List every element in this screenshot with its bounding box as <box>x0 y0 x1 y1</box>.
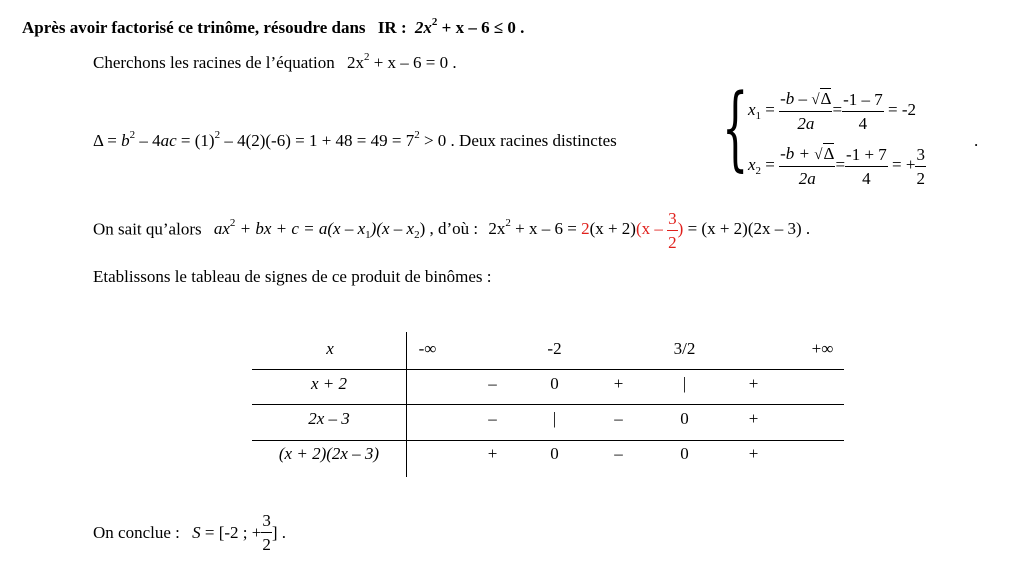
root-x2: $x_2$ = $\frac{-b + √\Delta}{2a}$ = $\frac{-1 + 7}{4}$ = + $\frac{3}{2}$ <box>748 144 925 188</box>
conclusion-end: ] . <box>271 523 287 542</box>
conclusion-den: 2 <box>262 535 271 554</box>
row2-c1: – <box>488 409 497 428</box>
x1-sub: 1 <box>755 109 762 122</box>
delta-eq2-exp: 2 <box>414 129 420 141</box>
delta-eq1-exp: 2 <box>214 129 221 141</box>
x1-num-sqrt: Δ <box>820 89 832 108</box>
conclusion-line <box>93 512 286 553</box>
title-inequality <box>415 18 525 37</box>
roots-trailing-dot: . <box>974 131 979 150</box>
x1-num-b: -b – <box>780 89 812 108</box>
x2-res-den: 2 <box>916 168 925 188</box>
header-plus-inf: +∞ <box>811 339 834 358</box>
spec-a: 2x <box>488 219 506 239</box>
row3-label: (x + 2)(2x – 3) <box>278 444 380 463</box>
gen-a: ax <box>213 219 230 239</box>
header-root-2: 3/2 <box>673 339 696 358</box>
row2-c4: 0 <box>680 409 689 428</box>
solution-set-symbol: S <box>192 523 201 542</box>
x2-num2: -1 + 7 <box>845 146 888 167</box>
roots-intro-text: Cherchons les racines de l’équation <box>93 53 335 72</box>
x1-result: = -2 <box>883 99 916 119</box>
ineq-rest: + x – 6 ≤ 0 . <box>437 18 525 37</box>
x1-numeric-fraction <box>842 91 884 132</box>
delta-ac: ac <box>160 131 177 150</box>
row3-c2: 0 <box>550 444 559 463</box>
table-intro: Etablissons le tableau de signes de ce produit de binômes : <box>93 267 492 286</box>
factor-intro: On sait qu’alors <box>93 219 202 239</box>
row2-label: 2x – 3 <box>308 409 350 428</box>
spec-exp: 2 <box>505 217 511 230</box>
row2-c2: | <box>552 409 557 428</box>
x1-den2: 4 <box>858 113 868 133</box>
roots-intro-line <box>93 53 457 73</box>
spec-frac-num: 3 <box>667 210 678 231</box>
row3-c4: 0 <box>680 444 689 463</box>
table-hline-1 <box>252 369 844 370</box>
row1-c2: 0 <box>550 374 559 393</box>
ineq-term: 2x <box>414 18 432 37</box>
row3-c5: + <box>748 444 759 463</box>
delta-line <box>93 131 617 151</box>
x2-sub: 2 <box>755 164 762 177</box>
title-colon: : <box>396 18 411 37</box>
delta-mid: – 4 <box>135 131 161 150</box>
row1-label: x + 2 <box>310 374 348 393</box>
row3-c3: – <box>614 444 623 463</box>
table-hline-3 <box>252 440 844 441</box>
x2-num-b: -b + <box>780 144 815 163</box>
x2-den2: 4 <box>862 168 871 188</box>
row1-c5: + <box>748 374 759 393</box>
gen-b: + bx + c = a(x – x <box>235 219 366 239</box>
delta-eq2: – 4(2)(-6) = 1 + 48 = 49 = 7 <box>220 131 415 150</box>
spec-red-coef: 2 <box>581 219 590 239</box>
x1-formula-fraction: $\frac{-b - √\Delta}{2a}$ <box>780 89 832 133</box>
delta-eq1: = (1) <box>176 131 215 150</box>
conclusion-num: 3 <box>261 512 272 533</box>
gen-end: ) , d’où : <box>419 219 479 239</box>
x2-res-num: 3 <box>915 146 926 167</box>
ineq-exp: 2 <box>431 16 438 28</box>
factor-line <box>93 210 810 251</box>
row1-c1: – <box>488 374 497 393</box>
gen-sub2: 2 <box>414 229 420 242</box>
x2-eq: = <box>761 154 780 174</box>
table-hline-2 <box>252 404 844 405</box>
spec-red-close: ) <box>677 219 684 239</box>
spec-end: = (x + 2)(2x – 3) . <box>683 219 811 239</box>
specific-factor <box>488 209 811 252</box>
title-text: Après avoir factorisé ce trinôme, résoudre dans <box>22 18 366 37</box>
exercise-title <box>22 18 524 38</box>
x2-formula-fraction: $\frac{-b + √\Delta}{2a}$ <box>780 144 835 188</box>
spec-c: (x + 2) <box>589 219 636 239</box>
real-set-symbol: IR <box>377 18 397 37</box>
gen-m: )(x – x <box>370 219 415 239</box>
gen-sub1: 1 <box>365 229 371 242</box>
general-factor <box>213 217 479 242</box>
delta-lhs: Δ = <box>93 131 122 150</box>
x2-den: 2a <box>798 169 816 188</box>
x1-num2: -1 – 7 <box>842 91 884 112</box>
x1-var: x <box>748 99 756 119</box>
eq-exp: 2 <box>363 51 370 63</box>
row2-c5: + <box>748 409 759 428</box>
header-root-1: -2 <box>547 339 562 358</box>
x1-den: 2a <box>797 114 815 133</box>
delta-b: b <box>121 131 130 150</box>
header-var: x <box>326 339 334 358</box>
x2-num-sqrt: Δ <box>823 144 835 163</box>
system-brace: { <box>722 74 749 181</box>
row1-c4: | <box>682 374 687 393</box>
spec-red-fraction <box>667 210 678 251</box>
spec-b: + x – 6 = <box>510 219 582 239</box>
x2-result-fraction <box>915 146 926 187</box>
x1-eq: = <box>761 99 780 119</box>
row1-c3: + <box>613 374 624 393</box>
row3-c1: + <box>487 444 498 463</box>
conclusion-eq: = [-2 ; + <box>200 523 262 542</box>
x2-numeric-fraction <box>845 146 888 187</box>
conclusion-text: On conclue : <box>93 523 185 542</box>
root-x1: $x_1$ = $\frac{-b - √\Delta}{2a}$ = $\frac{-1 - 7}{4}$ = -2 <box>748 89 916 133</box>
header-minus-inf: -∞ <box>418 339 437 358</box>
spec-red-open: (x – <box>635 219 668 239</box>
delta-exp: 2 <box>129 129 136 141</box>
delta-eq3: > 0 . Deux racines distinctes <box>419 131 617 150</box>
equation <box>347 53 457 72</box>
row2-c3: – <box>614 409 623 428</box>
eq-rest: + x – 6 = 0 . <box>369 53 457 72</box>
conclusion-fraction <box>261 512 272 553</box>
gen-exp: 2 <box>229 217 236 230</box>
x2-result-prefix: = + <box>887 154 916 174</box>
eq-term: 2x <box>346 53 364 72</box>
x2-var: x <box>748 154 756 174</box>
spec-frac-den: 2 <box>668 233 677 252</box>
